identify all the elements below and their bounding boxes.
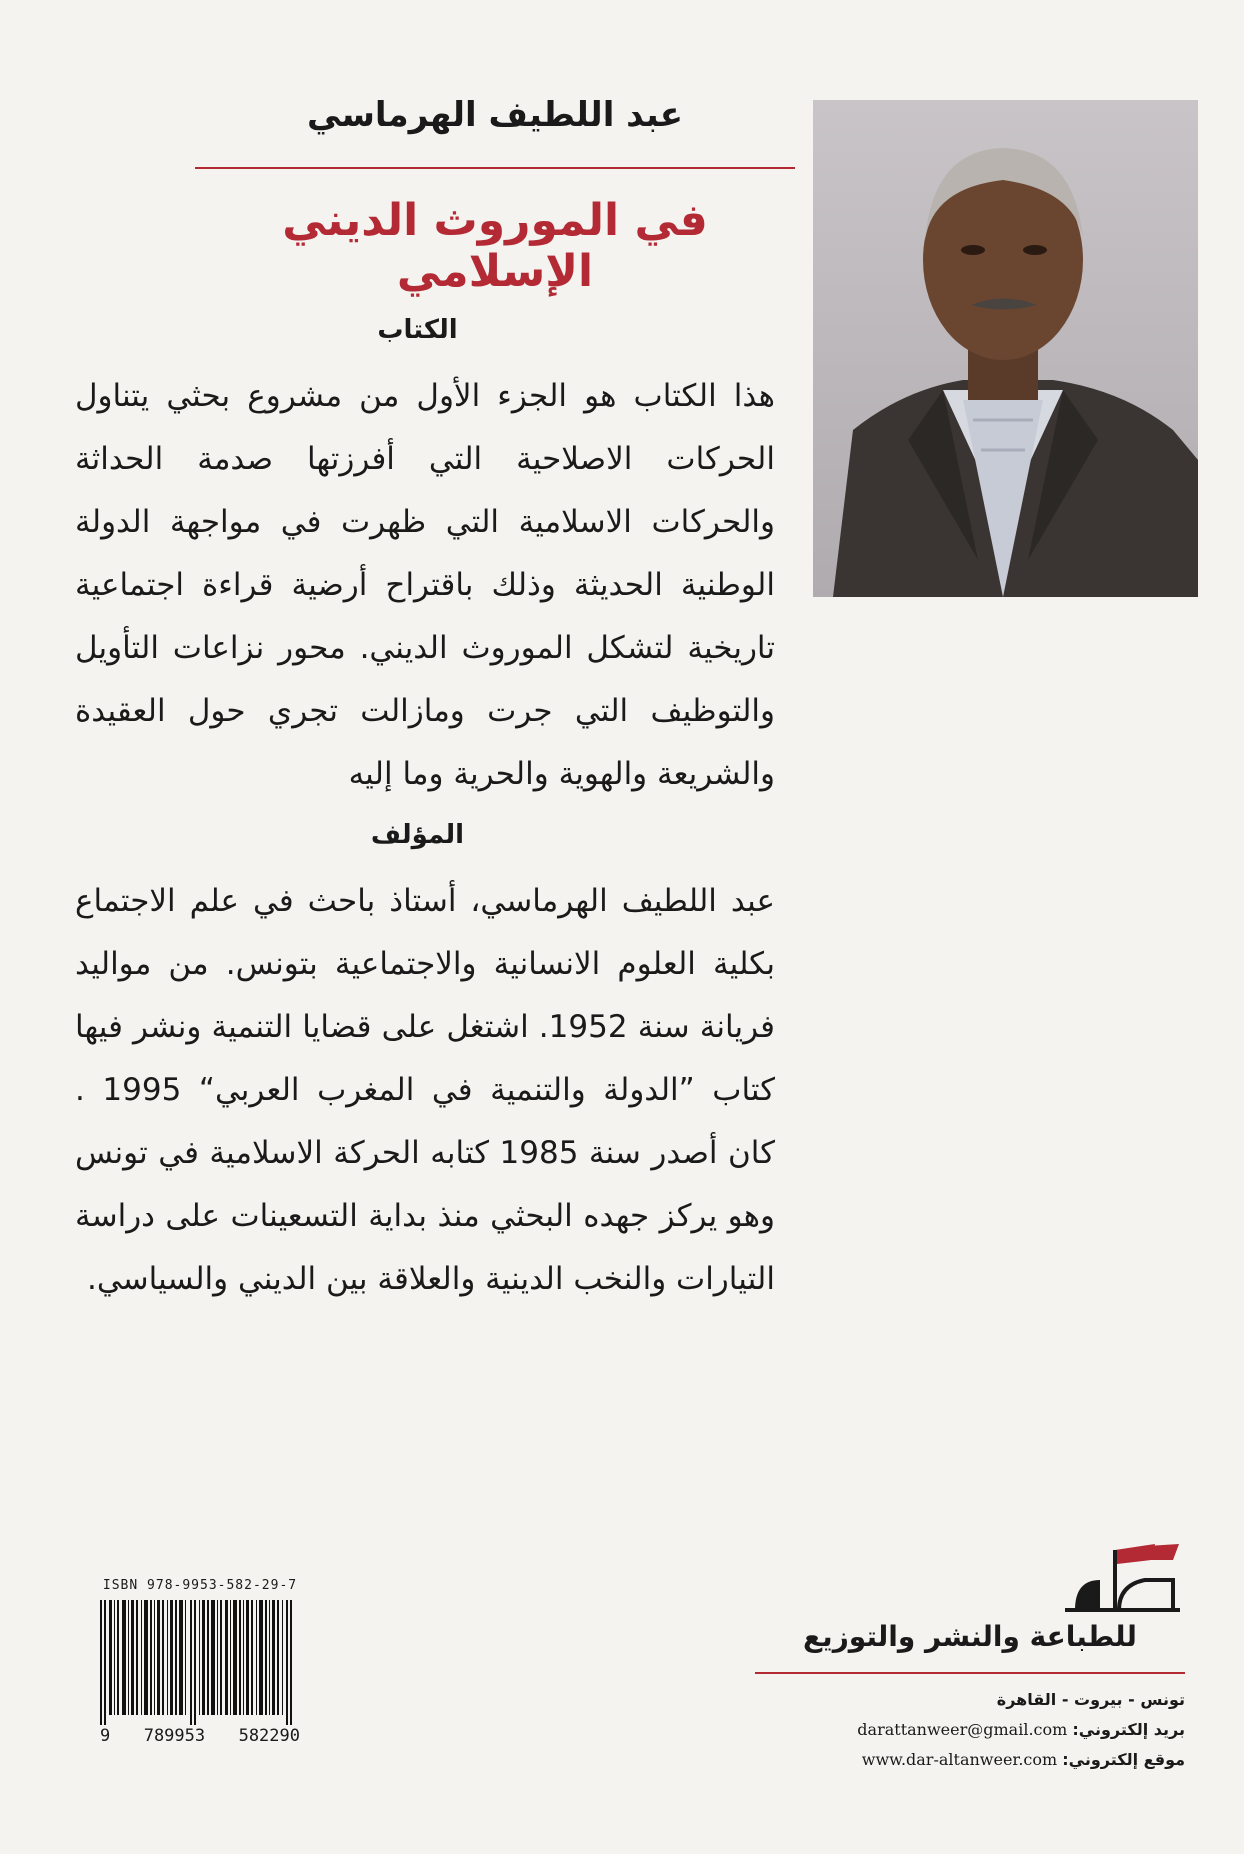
- isbn-digit-group: 582290: [238, 1726, 300, 1746]
- isbn-label: ISBN 978-9953-582-29-7: [102, 1578, 298, 1593]
- publisher-website-line: [755, 1750, 1185, 1769]
- book-title: في الموروث الديني الإسلامي: [282, 195, 708, 297]
- publisher-cities: تونس - بيروت - القاهرة: [996, 1690, 1185, 1709]
- publisher-name: للطباعة والنشر والتوزيع: [803, 1620, 1137, 1653]
- author-portrait-image: [813, 100, 1198, 597]
- book-description: هذا الكتاب هو الجزء الأول من مشروع بحثي يتناول الحركات الاصلاحية التي أفرزتها صدمة الحداثة والحركات الاسلامية التي ظهرت في مواجهة الدولة الوطنية الحديثة وذلك باقتراح أرضية قراءة اجتماعية تاريخية لتشكل الموروث الديني. محور نزاعات التأويل والتوظيف التي جرت ومازالت تجري حول العقيدة والشريعة والهوية والحرية وما إليه: [75, 378, 775, 792]
- author-biography: عبد اللطيف الهرماسي، أستاذ باحث في علم الاجتماع بكلية العلوم الانسانية والاجتماعية بتونس. من مواليد فريانة سنة 1952. اشتغل على قضايا التنمية ونشر فيها كتاب ”الدولة والتنمية في المغرب العربي“ 1995 . كان أصدر سنة 1985 كتابه الحركة الاسلامية في تونس وهو يركز جهده البحثي منذ بداية التسعينات على دراسة التيارات والنخب الدينية والعلاقة بين الديني والسياسي.: [75, 883, 775, 1297]
- publisher-divider: [755, 1672, 1185, 1674]
- barcode-icon: [100, 1600, 300, 1725]
- isbn-digit-group: 789953: [143, 1726, 206, 1746]
- publisher-email-line: [755, 1720, 1185, 1739]
- author-name: عبد اللطيف الهرماسي: [307, 95, 683, 135]
- isbn-digits: [100, 1726, 300, 1746]
- publisher-email[interactable]: darattanweer@gmail.com: [857, 1720, 1068, 1739]
- title-divider: [195, 167, 795, 169]
- isbn-digit-group: 9: [100, 1726, 111, 1746]
- author-photo: [813, 100, 1198, 597]
- publisher-block: [755, 1540, 1185, 1800]
- book-section-heading: الكتاب: [377, 315, 458, 345]
- isbn-block: [100, 1578, 300, 1748]
- tanweer-flag-logo-icon: [1055, 1540, 1185, 1620]
- publisher-website[interactable]: www.dar-altanweer.com: [861, 1750, 1058, 1769]
- author-section-heading: المؤلف: [370, 820, 465, 850]
- website-label: موقع إلكتروني:: [1062, 1750, 1185, 1769]
- email-label: بريد إلكتروني:: [1072, 1720, 1185, 1739]
